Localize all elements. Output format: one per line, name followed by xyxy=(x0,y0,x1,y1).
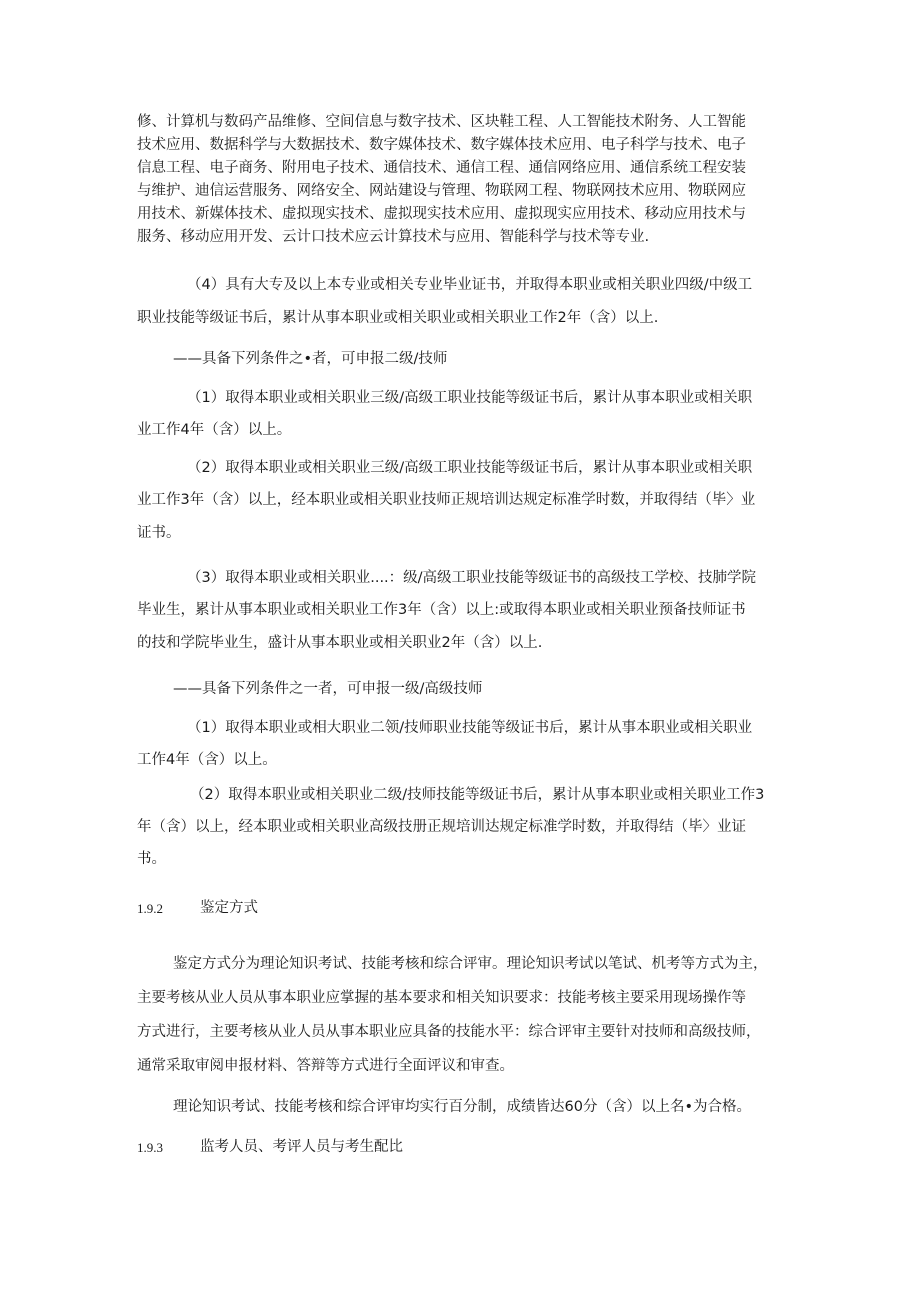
level2-item2-line: 证书。 xyxy=(137,525,181,541)
level1-item1-line: 工作4年（含）以上。 xyxy=(137,752,277,768)
level2-item3-line: 的技和学院毕业生，盛计从事本职业或相关职业2年（含）以上. xyxy=(137,635,543,651)
level1-heading: ——具备下列条件之一者，可申报一级/高级技师 xyxy=(173,681,483,697)
section-title: 监考人员、考评人员与考生配比 xyxy=(200,1139,403,1155)
level2-heading: ——具备下列条件之•者，可申报二级/技师 xyxy=(173,351,448,367)
majors-list-line: 信息工程、电子商务、附用电子技术、通信技术、通信工程、通信网络应用、通信系统工程安装 xyxy=(137,160,746,176)
scoring-paragraph: 理论知识考试、技能考核和综合评审均实行百分制，成绩皆达60分（含）以上名•为合格。 xyxy=(173,1099,751,1115)
section-number: 1.9.3 xyxy=(137,1140,163,1155)
majors-list-line: 修、计算机与数码产品维修、空间信息与数字技术、区块鞋工程、人工智能技术附务、人工智能 xyxy=(137,114,746,130)
method-paragraph-line: 主要考核从业人员从事本职业应掌握的基本要求和相关知识要求：技能考核主要采用现场操作等 xyxy=(137,990,746,1006)
majors-list-line: 技术应用、数据科学与大数据技术、数字媒体技术、数字媒体技术应用、电子科学与技术、电子 xyxy=(137,137,746,153)
level2-item1-line: 业工作4年（含）以上。 xyxy=(137,422,292,438)
level2-item3-line: （3）取得本职业或相关职业....：级/高级工职业技能等级证书的高级技工学校、技肺学院 xyxy=(187,570,757,586)
level1-item1-line: （1）取得本职业或相大职业二领/技师职业技能等级证书后，累计从事本职业或相关职业 xyxy=(187,720,753,736)
method-paragraph-line: 方式进行，主要考核从业人员从事本职业应具备的技能水平：综合评审主要针对技师和高级技师， xyxy=(137,1024,761,1040)
level2-item2-line: （2）取得本职业或相关职业三级/高级工职业技能等级证书后，累计从事本职业或相关职 xyxy=(187,460,753,476)
method-paragraph-line: 通常采取审阅申报材料、答辩等方式进行全面评议和审查。 xyxy=(137,1058,514,1074)
majors-list-line: 与维护、迪信运营服务、网络安全、网站建设与管理、物联网工程、物联网技术应用、物联网应 xyxy=(137,183,746,199)
level2-item1-line: （1）取得本职业或相关职业三级/高级工职业技能等级证书后，累计从事本职业或相关职 xyxy=(187,390,753,406)
level1-item2-line: 书。 xyxy=(137,851,166,867)
level4-item4-line: 职业技能等级证书后，累计从事本职业或相关职业或相关职业工作2年（含）以上. xyxy=(137,310,659,326)
section-title: 鉴定方式 xyxy=(200,900,258,916)
level1-item2-line: （2）取得本职业或相关职业二级/技师技能等级证书后，累计从事本职业或相关职业工作3 xyxy=(190,787,765,803)
method-paragraph-line: 鉴定方式分为理论知识考试、技能考核和综合评审。理论知识考试以笔试、机考等方式为主， xyxy=(173,956,768,972)
level2-item3-line: 毕业生，累计从事本职业或相关职业工作3年（含）以上:或取得本职业或相关职业预备技师证书 xyxy=(137,602,746,618)
level4-item4-line: （4）具有大专及以上本专业或相关专业毕业证书，并取得本职业或相关职业四级/中级工 xyxy=(187,277,753,293)
section-number: 1.9.2 xyxy=(137,901,163,916)
majors-list-line: 服务、移动应用开发、云计口技术应云计算技术与应用、智能科学与技术等专业. xyxy=(137,229,650,245)
level1-item2-line: 年（含）以上，经本职业或相关职业高级技册正规培训达规定标准学时数，并取得结（毕〉业证 xyxy=(137,819,746,835)
level2-item2-line: 业工作3年（含）以上，经本职业或相关职业技师正规培训达规定标准学时数，并取得结（毕〉业 xyxy=(137,492,756,508)
majors-list-line: 用技术、新媒体技术、虚拟现实技术、虚拟现实技术应用、虚拟现实应用技术、移动应用技术与 xyxy=(137,206,746,222)
